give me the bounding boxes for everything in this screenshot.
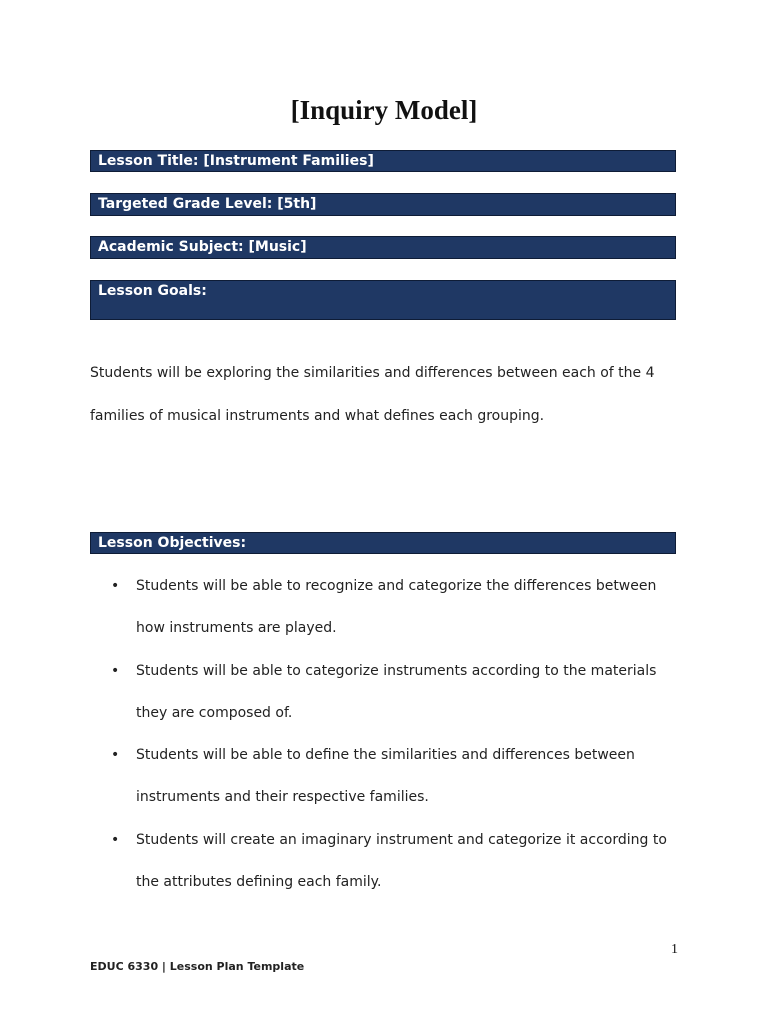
lesson-title-bar: Lesson Title: [Instrument Families]: [90, 150, 676, 172]
lesson-goals-text: Students will be exploring the similarities and differences between each of the 4 families of musical instruments and what defines each grouping.: [90, 365, 655, 424]
bullet-icon: •: [111, 747, 120, 764]
objectives-list: [90, 565, 680, 903]
page-title: [Inquiry Model]: [290, 95, 478, 125]
objective-item: [90, 734, 680, 819]
page-footer: EDUC 6330 | Lesson Plan Template: [90, 960, 305, 973]
objective-text: Students will be able to categorize instruments according to the materials they are composed of.: [136, 662, 657, 721]
academic-subject-bar: Academic Subject: [Music]: [90, 236, 676, 259]
objective-text: Students will create an imaginary instrument and categorize it according to the attributes defining each family.: [136, 831, 667, 891]
objective-text: Students will be able to recognize and categorize the differences between how instruments are played.: [136, 578, 657, 637]
bullet-icon: •: [111, 578, 120, 594]
grade-level-bar: Targeted Grade Level: [5th]: [90, 193, 676, 216]
page-number: 1: [671, 942, 678, 957]
objective-item: [90, 650, 680, 735]
objective-item: [90, 565, 680, 650]
objective-item: [90, 819, 680, 904]
bullet-icon: •: [111, 831, 120, 848]
lesson-goals-bar: Lesson Goals:: [90, 280, 676, 320]
lesson-objectives-bar: Lesson Objectives:: [90, 532, 676, 554]
bullet-icon: •: [111, 662, 120, 679]
objective-text: Students will be able to define the similarities and differences between instruments and their respective families.: [136, 747, 635, 806]
